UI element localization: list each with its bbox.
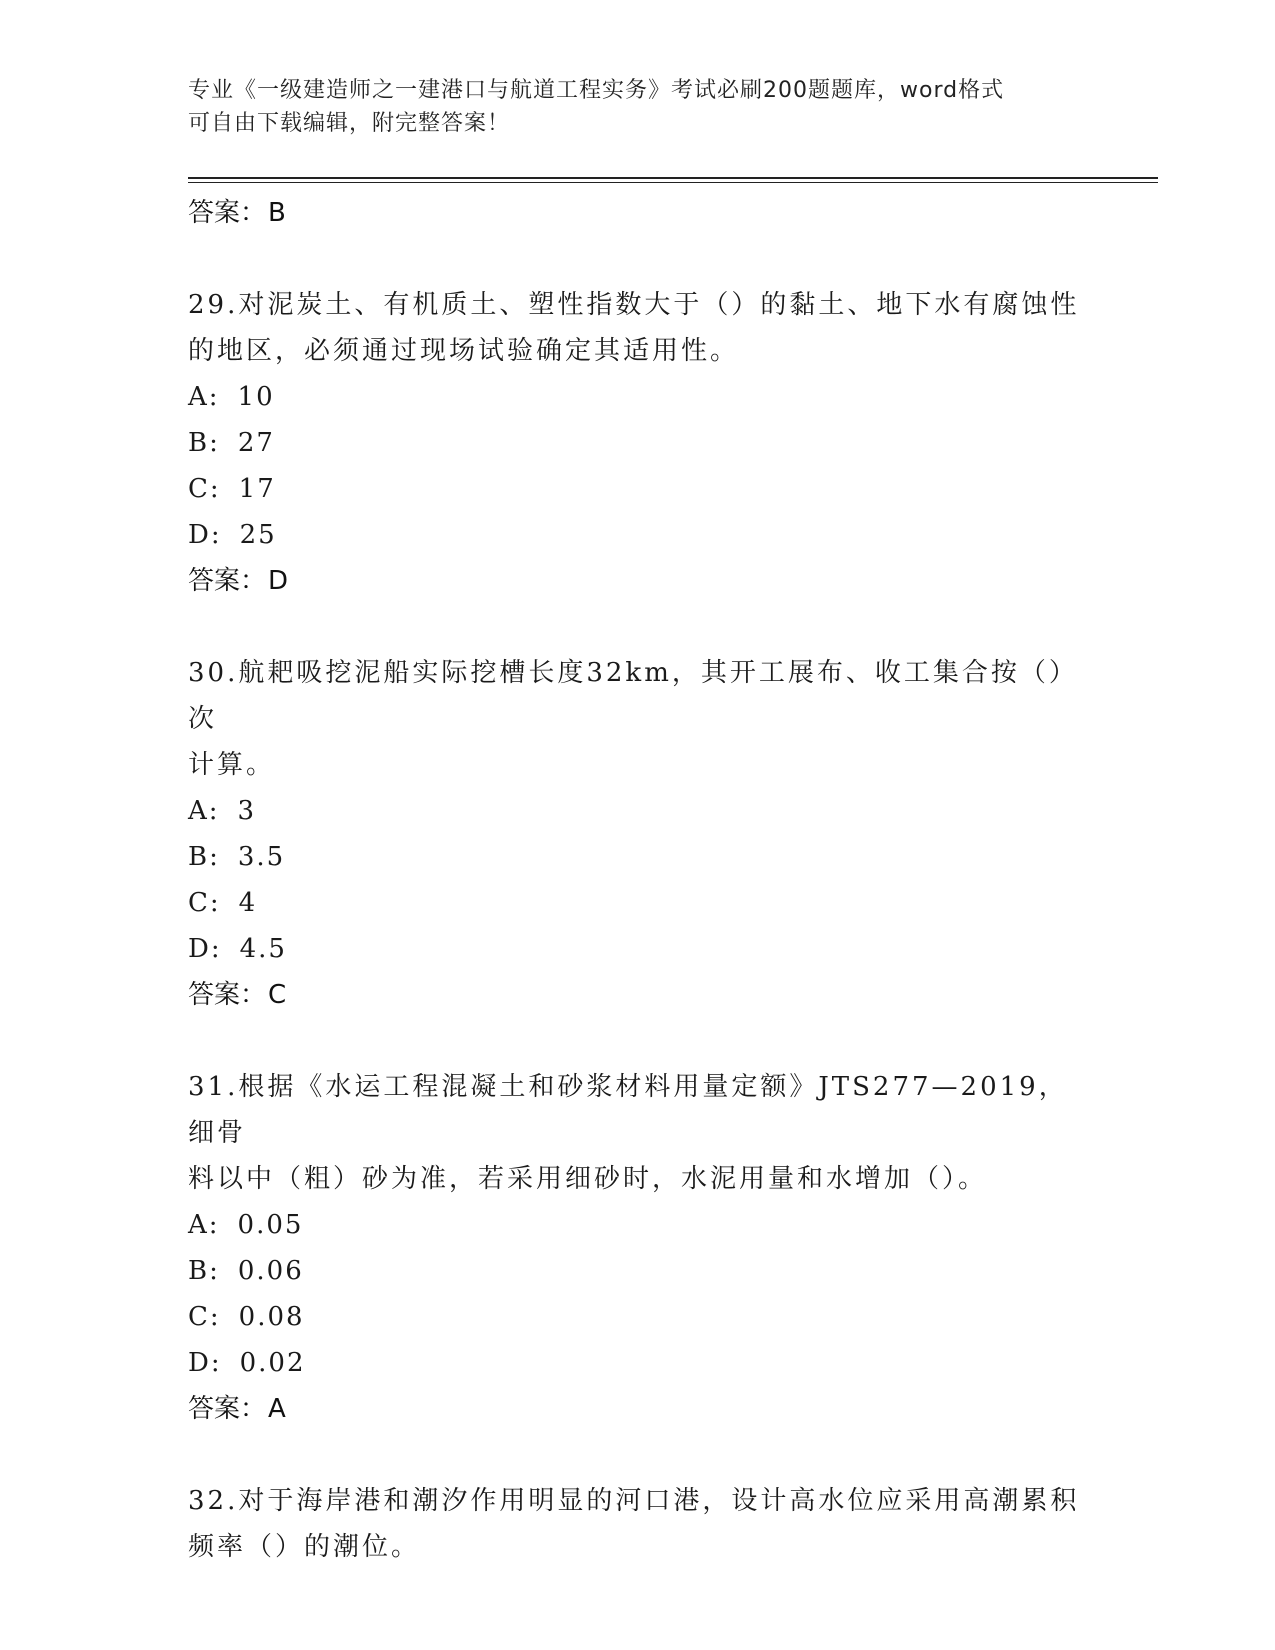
question-stem-line-1: 29.对泥炭土、有机质土、塑性指数大于（）的黏土、地下水有腐蚀性 — [188, 290, 1080, 320]
question-29 — [188, 282, 1088, 604]
option-b: B: 0.06 — [188, 1256, 304, 1286]
header-title-line-1: 专业《一级建造师之一建港口与航道工程实务》考试必刷200题题库，word格式 — [188, 78, 1005, 103]
header-title-line-2: 可自由下载编辑，附完整答案！ — [188, 111, 511, 136]
option-a: A: 3 — [188, 796, 257, 826]
option-c: C: 0.08 — [188, 1302, 305, 1332]
question-stem-line-1: 30.航耙吸挖泥船实际挖槽长度32km，其开工展布、收工集合按（）次 — [188, 658, 1078, 734]
spacer — [188, 604, 1088, 650]
question-31 — [188, 1064, 1088, 1432]
answer-letter: B — [268, 198, 286, 228]
header-divider-thick — [188, 177, 1158, 179]
spacer — [188, 1018, 1088, 1064]
question-30 — [188, 650, 1088, 1018]
answer-line-q28 — [188, 190, 1088, 236]
question-32 — [188, 1478, 1088, 1570]
option-b: B: 27 — [188, 428, 275, 458]
question-stem-line-1: 31.根据《水运工程混凝土和砂浆材料用量定额》JTS277—2019，细骨 — [188, 1072, 1068, 1148]
question-stem-line-2: 料以中（粗）砂为准，若采用细砂时，水泥用量和水增加（）。 — [188, 1164, 988, 1194]
question-stem-line-2: 频率（）的潮位。 — [188, 1532, 421, 1562]
spacer — [188, 1432, 1088, 1478]
option-d: D: 4.5 — [188, 934, 287, 964]
option-d: D: 0.02 — [188, 1348, 306, 1378]
option-a: A: 0.05 — [188, 1210, 304, 1240]
option-a: A: 10 — [188, 382, 275, 412]
question-stem-line-1: 32.对于海岸港和潮汐作用明显的河口港，设计高水位应采用高潮累积 — [188, 1486, 1080, 1516]
option-b: B: 3.5 — [188, 842, 286, 872]
option-d: D: 25 — [188, 520, 277, 550]
header-divider-thin — [188, 182, 1158, 183]
answer-prefix: 答案： — [188, 198, 267, 228]
question-stem-line-2: 计算。 — [188, 750, 276, 780]
spacer — [188, 236, 1088, 282]
question-list — [188, 190, 1088, 1570]
answer-line: 答案：A — [188, 1394, 286, 1424]
option-c: C: 17 — [188, 474, 276, 504]
option-c: C: 4 — [188, 888, 258, 918]
question-stem-line-2: 的地区，必须通过现场试验确定其适用性。 — [188, 336, 740, 366]
answer-line: 答案：C — [188, 980, 287, 1010]
answer-line: 答案：D — [188, 566, 289, 596]
page-header — [188, 74, 1088, 140]
